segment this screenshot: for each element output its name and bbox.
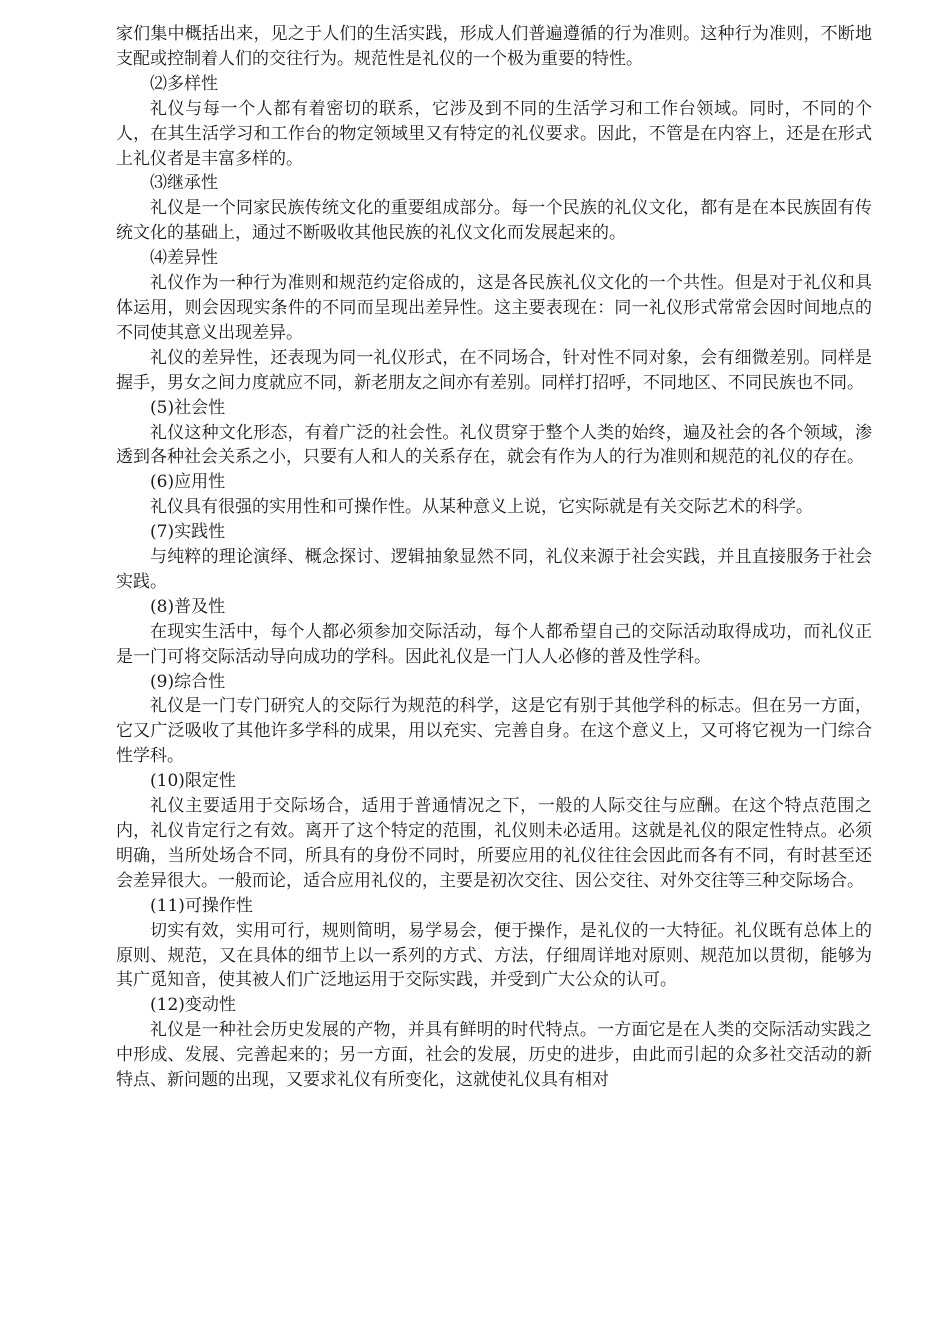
paragraph: 礼仪的差异性，还表现为同一礼仪形式，在不同场合，针对性不同对象，会有细微差别。同样是握手，男女之间力度就应不同，新老朋友之间亦有差别。同样打招呼，不同地区、不同民族也不同。	[116, 347, 872, 393]
paragraph: 切实有效，实用可行，规则简明，易学易会，便于操作，是礼仪的一大特征。礼仪既有总体上的原则、规范，又在具体的细节上以一系列的方式、方法，仔细周详地对原则、规范加以贯彻，能够为其广觅知音，使其被人们广泛地运用于交际实践，并受到广大公众的认可。	[116, 920, 872, 991]
paragraph: 礼仪与每一个人都有着密切的联系，它涉及到不同的生活学习和工作台领域。同时，不同的个人，在其生活学习和工作台的物定领域里又有特定的礼仪要求。因此，不管是在内容上，还是在形式上礼仪者是丰富多样的。	[116, 98, 872, 169]
section-heading-comprehensiveness: (9)综合性	[150, 671, 226, 692]
section-heading-inheritance: ⑶继承性	[150, 173, 218, 194]
section-heading-variability: (12)变动性	[150, 995, 236, 1016]
document-page	[116, 22, 872, 1093]
paragraph: 礼仪具有很强的实用性和可操作性。从某种意义上说，它实际就是有关交际艺术的科学。	[150, 497, 813, 518]
section-heading-practice: (7)实践性	[150, 522, 226, 543]
section-heading-difference: ⑷差异性	[150, 248, 218, 269]
paragraph: 礼仪是一种社会历史发展的产物，并具有鲜明的时代特点。一方面它是在人类的交际活动实践之中形成、发展、完善起来的；另一方面，社会的发展，历史的进步，由此而引起的众多社交活动的新特点、新问题的出现，又要求礼仪有所变化，这就使礼仪具有相对	[116, 1020, 872, 1091]
paragraph: 在现实生活中，每个人都必须参加交际活动，每个人都希望自己的交际活动取得成功，而礼仪正是一门可将交际活动导向成功的学科。因此礼仪是一门人人必修的普及性学科。	[116, 621, 872, 667]
paragraph: 礼仪作为一种行为准则和规范约定俗成的，这是各民族礼仪文化的一个共性。但是对于礼仪和具体运用，则会因现实条件的不同而呈现出差异性。这主要表现在：同一礼仪形式常常会因时间地点的不同使其意义出现差异。	[116, 273, 872, 343]
paragraph: 礼仪是一个同家民族传统文化的重要组成部分。每一个民族的礼仪文化，都有是在本民族固有传统文化的基础上，通过不断吸收其他民族的礼仪文化而发展起来的。	[116, 198, 872, 244]
paragraph: 与纯粹的理论演绎、概念探讨、逻辑抽象显然不同，礼仪来源于社会实践，并且直接服务于社会实践。	[116, 547, 872, 592]
section-heading-popularity: (8)普及性	[150, 596, 226, 617]
section-heading-social: (5)社会性	[150, 397, 226, 418]
section-heading-limitation: (10)限定性	[150, 771, 236, 792]
paragraph: 礼仪这种文化形态，有着广泛的社会性。礼仪贯穿于整个人类的始终，遍及社会的各个领域，渗透到各种社会关系之小，只要有人和人的关系存在，就会有作为人的行为准则和规范的礼仪的存在。	[116, 422, 872, 468]
paragraph-continuation: 家们集中概括出来，见之于人们的生活实践，形成人们普遍遵循的行为准则。这种行为准则，不断地支配或控制着人们的交往行为。规范性是礼仪的一个极为重要的特性。	[116, 24, 872, 69]
paragraph: 礼仪是一门专门研究人的交际行为规范的科学，这是它有别于其他学科的标志。但在另一方面，它又广泛吸收了其他许多学科的成果，用以充实、完善自身。在这个意义上，又可将它视为一门综合性学科。	[116, 696, 872, 767]
section-heading-operability: (11)可操作性	[150, 895, 253, 916]
paragraph: 礼仪主要适用于交际场合，适用于普通情况之下，一般的人际交往与应酬。在这个特点范围之内，礼仪肯定行之有效。离开了这个特定的范围，礼仪则未必适用。这就是礼仪的限定性特点。必须明确，当所处场合不同，所具有的身份不同时，所要应用的礼仪往往会因此而各有不同，有时甚至还会差异很大。一般而论，适合应用礼仪的，主要是初次交往、因公交往、对外交往等三种交际场合。	[116, 796, 872, 891]
section-heading-diversity: ⑵多样性	[150, 73, 218, 94]
section-heading-applicability: (6)应用性	[150, 472, 226, 493]
